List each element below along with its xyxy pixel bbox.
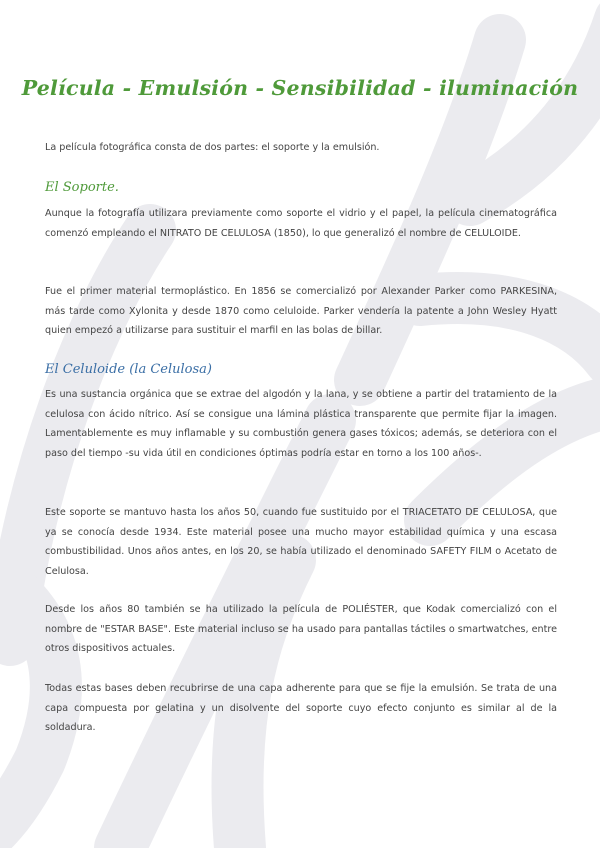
paragraph: Aunque la fotografía utilizara previamente como soporte el vidrio y el papel, la película cinematográfica comenzó empleando el NITRATO DE CELULOSA (1850), lo que generalizó el nombre de CELULOIDE. xyxy=(45,208,557,239)
intro-paragraph: La película fotográfica consta de dos partes: el soporte y la emulsión. xyxy=(45,142,380,153)
paragraph: Este soporte se mantuvo hasta los años 50, cuando fue sustituido por el TRIACETATO DE CELULOSA, que ya se conocía desde 1934. Este material posee una mucho mayor estabilidad química y una escasa combustibilidad. Unos años antes, en los 20, se había utilizado el denominado SAFETY FILM o Acetato de Celulosa. xyxy=(45,507,557,577)
paragraph: Desde los años 80 también se ha utilizado la película de POLIÉSTER, que Kodak comercializó con el nombre de "ESTAR BASE". Este material incluso se ha usado para pantallas táctiles o smartwatches, entre otros dispositivos actuales. xyxy=(45,604,557,654)
document-title: Película - Emulsión - Sensibilidad - iluminación xyxy=(21,76,579,100)
section-heading-soporte: El Soporte. xyxy=(45,180,119,195)
paragraph: Fue el primer material termoplástico. En 1856 se comercializó por Alexander Parker como PARKESINA, más tarde como Xylonita y desde 1870 como celuloide. Parker vendería la patente a John Wesley Hyatt quien empezó a utilizarse para sustituir el marfil en las bolas de billar. xyxy=(45,286,557,336)
section-heading-celuloide: El Celuloide (la Celulosa) xyxy=(45,362,213,377)
paragraph: Es una sustancia orgánica que se extrae del algodón y la lana, y se obtiene a partir del tratamiento de la celulosa con ácido nítrico. Así se consigue una lámina plástica transparente que permite fijar la imagen. Lamentablemente es muy inflamable y su combustión genera gases tóxicos; además, se deteriora con el paso del tiempo -su vida útil en condiciones óptimas podría estar en torno a los 100 años-. xyxy=(45,389,557,459)
paragraph: Todas estas bases deben recubrirse de una capa adherente para que se fije la emulsión. Se trata de una capa compuesta por gelatina y un disolvente del soporte cuyo efecto conjunto es similar al de la soldadura. xyxy=(45,683,557,733)
